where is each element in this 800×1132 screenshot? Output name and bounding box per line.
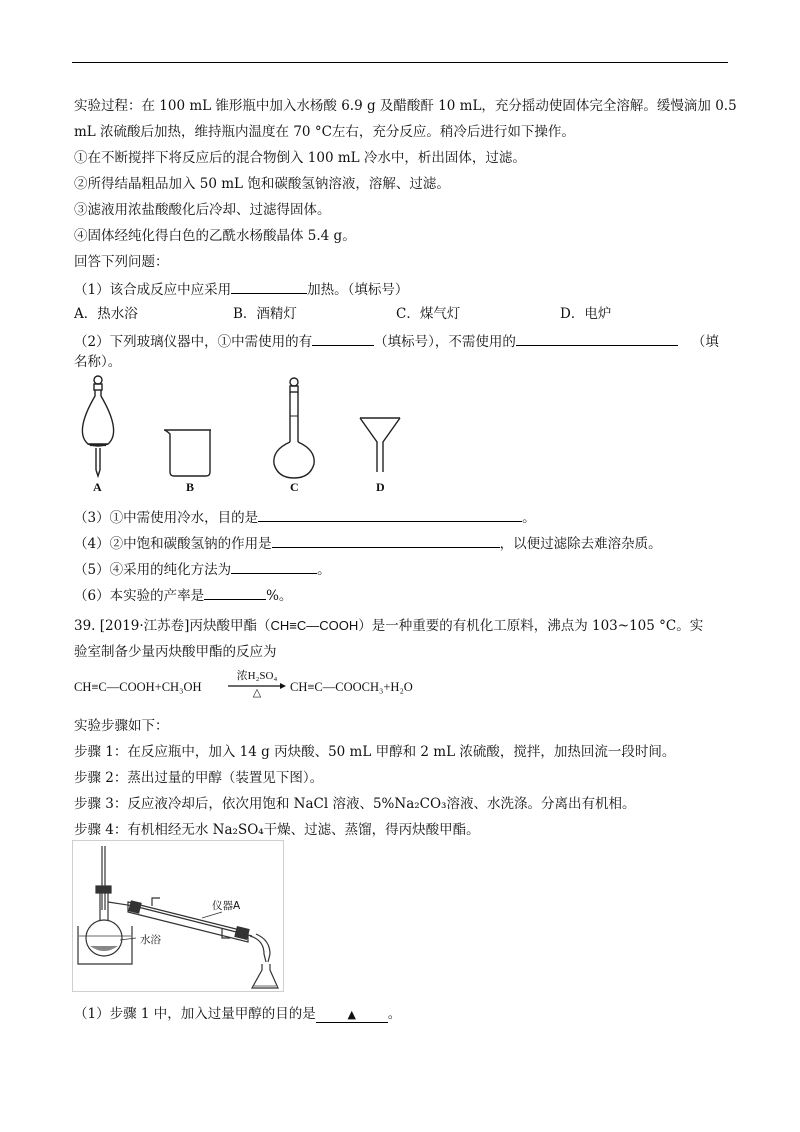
label-d: D xyxy=(376,480,385,494)
question-2-text-a: （2）下列玻璃仪器中，①中需使用的有 xyxy=(74,334,313,350)
label-c: C xyxy=(290,480,299,494)
procedure-step-4: ④固体经纯化得白色的乙酰水杨酸晶体 5.4 g。 xyxy=(74,228,356,244)
step-2: 步骤 2：蒸出过量的甲醇（装置见下图）。 xyxy=(74,770,324,786)
option-d: D．电炉 xyxy=(560,306,612,322)
answer-blank[interactable] xyxy=(312,331,374,346)
step-3: 步骤 3：反应液冷却后，依次用饱和 NaCl 溶液、5%Na₂CO₃溶液、水洗涤。分离出有机相。 xyxy=(74,796,636,812)
question-5-suffix: 。 xyxy=(317,562,331,578)
question-39 xyxy=(74,617,703,635)
water-bath-label: 水浴 xyxy=(140,934,161,946)
answer-blank[interactable] xyxy=(272,533,500,548)
final-question xyxy=(74,1005,401,1023)
question-3-suffix: 。 xyxy=(522,510,536,526)
procedure-step-1: ①在不断搅拌下将反应后的混合物倒入 100 mL 冷水中，析出固体，过滤。 xyxy=(74,150,526,166)
question-39-suffix: ）是一种重要的有机化工原料，沸点为 103~105 °C。实 xyxy=(358,618,704,634)
answer-blank[interactable] xyxy=(231,279,307,294)
triangle-marker-icon: ▲ xyxy=(347,1008,356,1021)
question-2-text-c: （填 xyxy=(691,334,719,350)
step-1: 步骤 1：在反应瓶中，加入 14 g 丙炔酸、50 mL 甲醇和 2 mL 浓硫酸，搅拌，加热回流一段时间。 xyxy=(74,744,676,760)
question-1 xyxy=(74,279,408,299)
question-39-text: 39. [2019·江苏卷]丙炔酸甲酯（ xyxy=(74,618,271,634)
question-3 xyxy=(74,507,536,527)
question-6-text: （6）本实验的产率是 xyxy=(74,588,205,604)
option-b: B．酒精灯 xyxy=(233,306,297,322)
question-1-suffix: 加热。（填标号） xyxy=(307,282,409,298)
procedure-step-3: ③滤液用浓盐酸酸化后冷却、过滤得固体。 xyxy=(74,202,331,218)
equation-reactants: CH≡C—COOH+CH₃OH xyxy=(74,680,202,694)
final-question-suffix: 。 xyxy=(387,1006,402,1022)
steps-title: 实验步骤如下： xyxy=(74,718,169,734)
option-c: C．煤气灯 xyxy=(396,306,461,322)
question-39-line-2: 验室制备少量丙炔酸甲酯的反应为 xyxy=(74,644,277,660)
label-a: A xyxy=(93,480,102,494)
answer-blank[interactable] xyxy=(231,559,317,574)
final-question-text: （1）步骤 1 中，加入过量甲醇的目的是 xyxy=(74,1006,316,1022)
answer-blank[interactable] xyxy=(316,1008,388,1023)
step-4: 步骤 4：有机相经无水 Na₂SO₄干燥、过滤、蒸馏，得丙炔酸甲酯。 xyxy=(74,822,480,838)
separatory-funnel-icon xyxy=(82,376,113,476)
question-5-text: （5）④采用的纯化方法为 xyxy=(74,562,232,578)
answer-blank[interactable] xyxy=(516,331,678,346)
question-1-text: （1）该合成反应中应采用 xyxy=(74,282,232,298)
funnel-icon xyxy=(360,418,400,472)
question-6-suffix: %。 xyxy=(266,588,293,604)
equation-heat: △ xyxy=(252,687,262,699)
answer-prompt: 回答下列问题： xyxy=(74,254,169,270)
beaker-icon xyxy=(164,430,211,476)
question-5 xyxy=(74,559,331,579)
distillation-apparatus-figure xyxy=(72,840,284,992)
procedure-step-2: ②所得结晶粗品加入 50 mL 饱和碳酸氢钠溶液，溶解、过滤。 xyxy=(74,176,450,192)
procedure-line-1: 实验过程：在 100 mL 锥形瓶中加入水杨酸 6.9 g 及醋酸酐 10 mL，充分摇动使固体完全溶解。缓慢滴加 0.5 xyxy=(74,98,737,114)
answer-blank[interactable] xyxy=(258,507,522,522)
question-4-suffix: ，以便过滤除去难溶杂质。 xyxy=(499,536,662,552)
question-2 xyxy=(74,331,719,351)
option-a: A．热水浴 xyxy=(74,306,138,322)
question-4 xyxy=(74,533,662,553)
equation-products: CH≡C—COOCH₃+H₂O xyxy=(290,680,413,694)
volumetric-flask-icon xyxy=(274,378,314,478)
procedure-line-2: mL 浓硫酸后加热，维持瓶内温度在 70 °C左右，充分反应。稍冷后进行如下操作。 xyxy=(74,124,575,140)
answer-blank[interactable] xyxy=(204,585,266,600)
question-2-text-b: （填标号），不需使用的 xyxy=(374,334,516,350)
instrument-a-label: 仪器A xyxy=(212,900,241,912)
glassware-figure xyxy=(60,372,420,494)
reaction-equation xyxy=(74,680,202,695)
question-3-text: （3）①中需使用冷水，目的是 xyxy=(74,510,259,526)
header-rule xyxy=(72,62,728,63)
question-4-text: （4）②中饱和碳酸氢钠的作用是 xyxy=(74,536,272,552)
equation-catalyst: 浓H₂SO₄ xyxy=(236,670,278,682)
question-6 xyxy=(74,585,292,605)
question-2-line-2: 名称）。 xyxy=(74,354,122,370)
propynoic-acid-formula: CH≡C—COOH xyxy=(270,618,359,633)
label-b: B xyxy=(186,480,195,494)
